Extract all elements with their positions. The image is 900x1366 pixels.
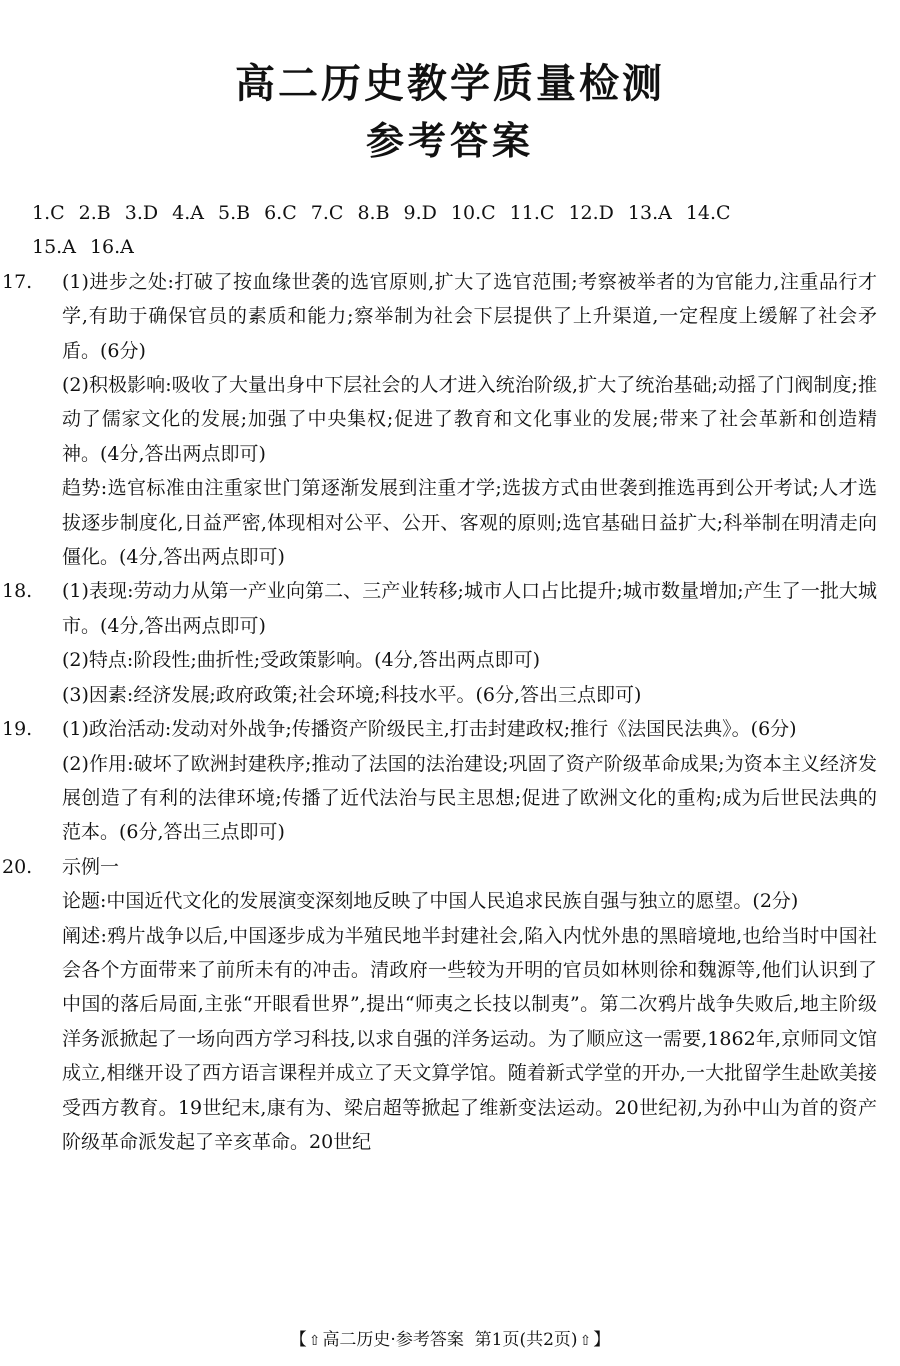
choice-answers-row bbox=[32, 230, 877, 264]
choice-answer: 8.B bbox=[357, 202, 390, 224]
question-19-part-1: 19. (1)政治活动:发动对外战争;传播资产阶级民主,打击封建政权;推行《法国民法典》。(6分) bbox=[32, 712, 877, 746]
choice-answers-row bbox=[32, 196, 877, 230]
choice-answer: 2.B bbox=[78, 202, 111, 224]
question-number: 17. bbox=[2, 270, 33, 293]
up-arrow-icon: ⇧ bbox=[579, 1333, 592, 1349]
footer-page-number: 第1页(共2页) bbox=[474, 1330, 578, 1350]
page-title: 高二历史教学质量检测 bbox=[235, 61, 665, 107]
question-18-part-3: (3)因素:经济发展;政府政策;社会环境;科技水平。(6分,答出三点即可) bbox=[62, 683, 642, 706]
choice-answer: 13.A bbox=[627, 202, 672, 224]
question-20-argument: 阐述:鸦片战争以后,中国逐步成为半殖民地半封建社会,陷入内忧外患的黑暗境地,也给当时中国社会各个方面带来了前所未有的冲击。清政府一些较为开明的官员如林则徐和魏源等,他们认识到了中国的落后局面,主张“开眼看世界”,提出“师夷之长技以制夷”。第二次鸦片战争失败后,地主阶级洋务派掀起了一场向西方学习科技,以求自强的洋务运动。为了顺应这一需要,1862年,京师同文馆成立,相继开设了西方语言课程并成立了天文算学馆。随着新式学堂的开办,一大批留学生赴欧美接受西方教育。19世纪末,康有为、梁启超等掀起了维新变法运动。20世纪初,为孙中山为首的资产阶级革命派发起了辛亥革命。20世纪 bbox=[62, 924, 877, 1153]
choice-answer: 15.A bbox=[32, 236, 76, 259]
question-20-heading: 20. 示例一 bbox=[32, 850, 877, 884]
question-18-part-1: 18. (1)表现:劳动力从第一产业向第二、三产业转移;城市人口占比提升;城市数量增加;产生了一批大城市。(4分,答出两点即可) bbox=[32, 574, 877, 643]
choice-answer: 1.C bbox=[32, 202, 65, 224]
question-17-trend: 趋势:选官标准由注重家世门第逐渐发展到注重才学;选拔方式由世袭到推选再到公开考试;人才选拔逐步制度化,日益严密,体现相对公平、公开、客观的原则;选官基础日益扩大;科举制在明清走向僵化。(4分,答出两点即可) bbox=[62, 477, 877, 569]
choice-answer: 12.D bbox=[568, 202, 614, 224]
up-arrow-icon: ⇧ bbox=[308, 1333, 321, 1349]
question-number: 19. bbox=[2, 718, 33, 741]
choice-answer: 4.A bbox=[172, 202, 204, 224]
question-19-part-2: (2)作用:破坏了欧洲封建秩序;推动了法国的法治建设;巩固了资产阶级革命成果;为资本主义经济发展创造了有利的法律环境;传播了近代法治与民主思想;促进了欧洲文化的重构;成为后世民法典的范本。(6分,答出三点即可) bbox=[62, 752, 877, 844]
question-number: 18. bbox=[2, 580, 33, 603]
page-subtitle: 参考答案 bbox=[365, 119, 534, 163]
question-18-part-2: (2)特点:阶段性;曲折性;受政策影响。(4分,答出两点即可) bbox=[62, 649, 541, 672]
question-number: 20. bbox=[2, 855, 33, 878]
choice-answer: 11.C bbox=[509, 202, 555, 224]
footer-course: 高二历史·参考答案 bbox=[322, 1330, 464, 1350]
question-17-part-2: (2)积极影响:吸收了大量出身中下层社会的人才进入统治阶级,扩大了统治基础;动摇了门阀制度;推动了儒家文化的发展;加强了中央集权;促进了教育和文化事业的发展;带来了社会革新和创造精神。(4分,答出两点即可) bbox=[62, 374, 877, 465]
choice-answer: 14.C bbox=[685, 202, 731, 224]
choice-answer: 7.C bbox=[310, 202, 344, 224]
choice-answer: 3.D bbox=[124, 202, 159, 224]
page-footer bbox=[0, 1325, 900, 1350]
question-20-thesis: 论题:中国近代文化的发展演变深刻地反映了中国人民追求民族自强与独立的愿望。(2分) bbox=[62, 890, 799, 913]
answer-content bbox=[2, 196, 877, 1159]
question-17-part-1: 17. (1)进步之处:打破了按血缘世袭的选官原则,扩大了选官范围;考察被举者的为官能力,注重品行才学,有助于确保官员的素质和能力;察举制为社会下层提供了上升渠道,一定程度上缓解了社会矛盾。(6分) bbox=[32, 265, 877, 368]
footer-right-bracket: 】 bbox=[593, 1330, 611, 1350]
choice-answer: 16.A bbox=[89, 236, 134, 259]
choice-answer: 9.D bbox=[403, 202, 437, 224]
footer-left-bracket: 【 bbox=[289, 1330, 307, 1350]
choice-answer: 10.C bbox=[450, 202, 496, 224]
choice-answer: 5.B bbox=[218, 202, 251, 224]
choice-answer: 6.C bbox=[264, 202, 297, 224]
